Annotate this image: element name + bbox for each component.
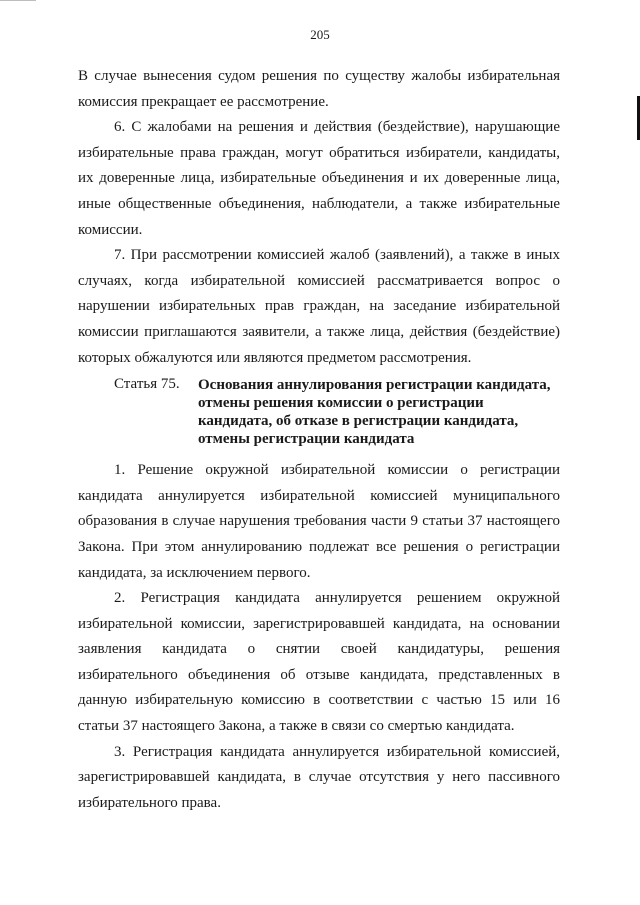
document-body xyxy=(78,64,560,816)
paragraph-continuation: В случае вынесения судом решения по существу жалобы избирательная комиссия прекращает ее рассмотрение. xyxy=(78,68,560,110)
paragraph-item-1: 1. Решение окружной избирательной комиссии о регистрации кандидата аннулируется избирательной комиссией муниципального образования в случае нарушения требования части 9 статьи 37 настоящего Закона. При этом аннулированию подлежат все решения о регистрации кандидата, за исключением первого. xyxy=(78,462,560,581)
article-number: Статья 75. xyxy=(114,376,180,393)
paragraph-item-3: 3. Регистрация кандидата аннулируется избирательной комиссией, зарегистрировавшей кандидата, в случае отсутствия у него пассивного избирательного права. xyxy=(78,743,560,811)
page-number: 205 xyxy=(310,27,330,42)
scan-edge-top xyxy=(0,0,36,1)
paragraph-item-6: 6. С жалобами на решения и действия (бездействие), нарушающие избирательные права граждан, могут обратиться избиратели, кандидаты, их доверенные лица, избирательные объединения и их доверенные лица, иные общественные объединения, наблюдатели, а также избирательные комиссии. xyxy=(78,119,560,238)
article-heading xyxy=(78,375,560,448)
article-title: Основания аннулирования регистрации кандидата, отмены решения комиссии о регистрации кандидата, об отказе в регистрации кандидата, отмены регистрации кандидата xyxy=(198,377,551,448)
paragraph-item-2: 2. Регистрация кандидата аннулируется решением окружной избирательной комиссии, зарегистрировавшей кандидата, на основании заявления кандидата о снятии своей кандидатуры, решения избирательного объединения об отзыве кандидата, представленных в данную избирательную комиссию в соответствии с частью 15 или 16 статьи 37 настоящего Закона, а также в связи со смертью кандидата. xyxy=(78,590,560,735)
paragraph-item-7: 7. При рассмотрении комиссией жалоб (заявлений), а также в иных случаях, когда избирательной комиссией рассматривается вопрос о нарушении избирательных прав граждан, на заседание избирательной комиссии приглашаются заявители, а также лица, действия (бездействие) которых обжалуются или являются предметом рассмотрения. xyxy=(78,247,560,366)
